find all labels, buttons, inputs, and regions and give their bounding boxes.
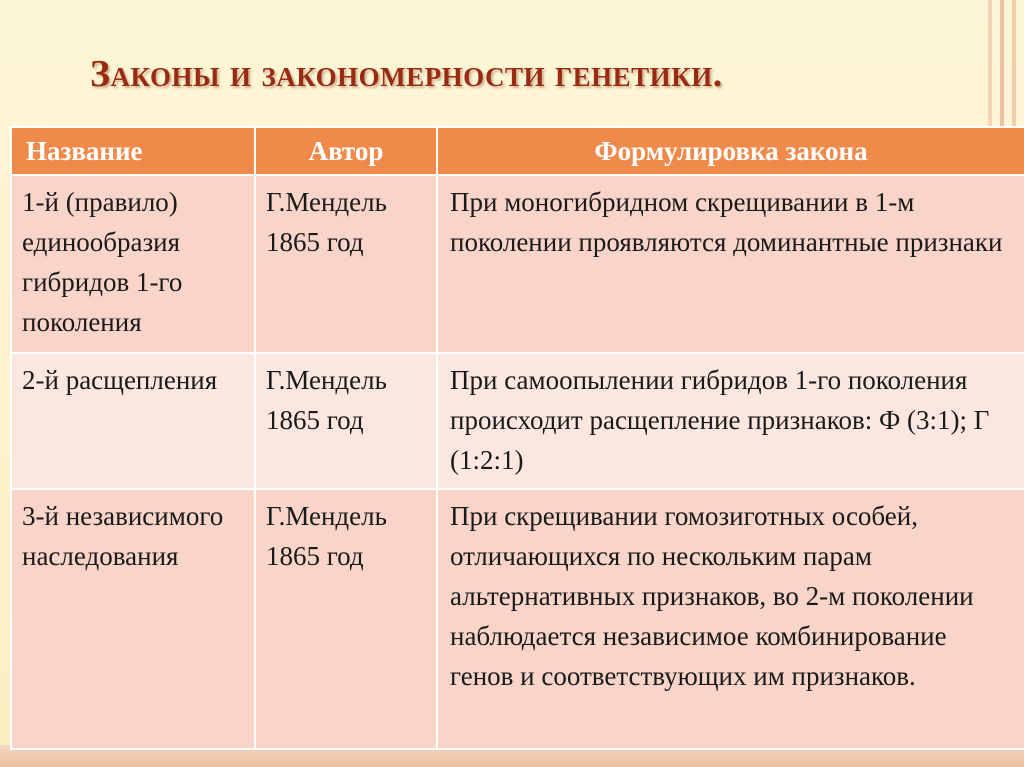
table-header-row <box>11 127 1024 175</box>
table-row <box>11 353 1024 489</box>
law-formulation-cell <box>437 353 1024 489</box>
law-formulation: При самоопылении гибридов 1-го поколения происходит расщепление признаков: Ф (3:1); Г (1:2:1) <box>450 365 990 475</box>
law-author-cell <box>255 353 437 489</box>
law-formulation: При скрещивании гомозиготных особей, отличающихся по нескольким парам альтернативных признаков, во 2-м поколении наблюдается независимое комбинирование генов и соответствующих им признаков. <box>450 501 974 691</box>
law-name-cell <box>11 353 255 489</box>
table-row <box>11 175 1024 353</box>
table-row <box>11 489 1024 749</box>
law-name: 3-й независимого наследования <box>22 501 224 571</box>
slide-title: Законы и закономерности генетики. <box>90 53 723 95</box>
law-author-cell <box>255 489 437 749</box>
law-author: Г.Мендель 1865 год <box>266 365 387 435</box>
header-formulation: Формулировка закона <box>437 127 1024 175</box>
law-author: Г.Мендель 1865 год <box>266 187 387 257</box>
genetics-laws-table <box>10 126 1024 750</box>
law-formulation: При моногибридном скрещивании в 1-м поколении проявляются доминантные признаки <box>450 187 1003 257</box>
law-author-cell <box>255 175 437 353</box>
law-author: Г.Мендель 1865 год <box>266 501 387 571</box>
law-name: 2-й расщепления <box>22 365 218 395</box>
law-name-cell <box>11 175 255 353</box>
header-name: Название <box>11 127 255 175</box>
header-author: Автор <box>255 127 437 175</box>
law-name-cell <box>11 489 255 749</box>
law-name: 1-й (правило) единообразия гибридов 1-го поколения <box>22 187 183 337</box>
law-formulation-cell <box>437 489 1024 749</box>
law-formulation-cell <box>437 175 1024 353</box>
